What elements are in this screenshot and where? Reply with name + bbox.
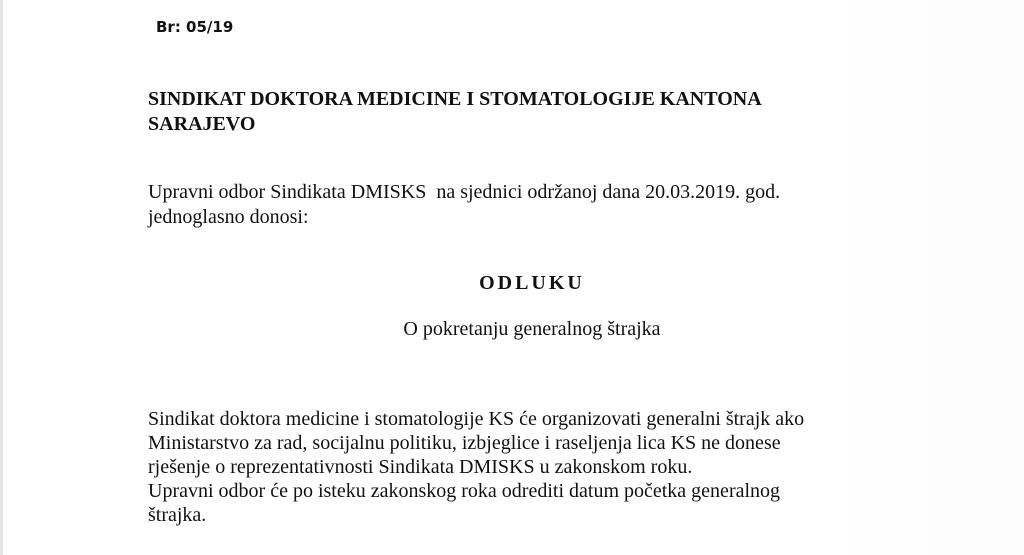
intro-line-2: jednoglasno donosi: xyxy=(148,206,309,228)
intro-paragraph xyxy=(148,180,878,230)
body-line: Ministarstvo za rad, socijalnu politiku, izbjeglice i raseljenja lica KS ne donese xyxy=(148,432,781,454)
body-line: Upravni odbor će po isteku zakonskog roka odrediti datum početka generalnog xyxy=(148,480,781,502)
intro-line-1: Upravni odbor Sindikata DMISKS na sjednici održanoj dana 20.03.2019. god. xyxy=(148,181,781,203)
decision-title: ODLUKU xyxy=(479,272,585,294)
body-line: rješenje o reprezentativnosti Sindikata DMISKS u zakonskom roku. xyxy=(148,456,693,478)
organization-title xyxy=(148,87,868,137)
body-line: Sindikat doktora medicine i stomatologije KS će organizovati generalni štrajk ako xyxy=(148,408,805,430)
body-line: štrajka. xyxy=(148,504,207,526)
reference-number: Br: 05/19 xyxy=(156,18,234,36)
decision-body xyxy=(148,407,888,527)
organization-title-line-1: SINDIKAT DOKTORA MEDICINE I STOMATOLOGIJE KANTONA xyxy=(148,88,762,110)
decision-subject: O pokretanju generalnog štrajka xyxy=(403,318,661,340)
organization-title-line-2: SARAJEVO xyxy=(148,113,256,135)
